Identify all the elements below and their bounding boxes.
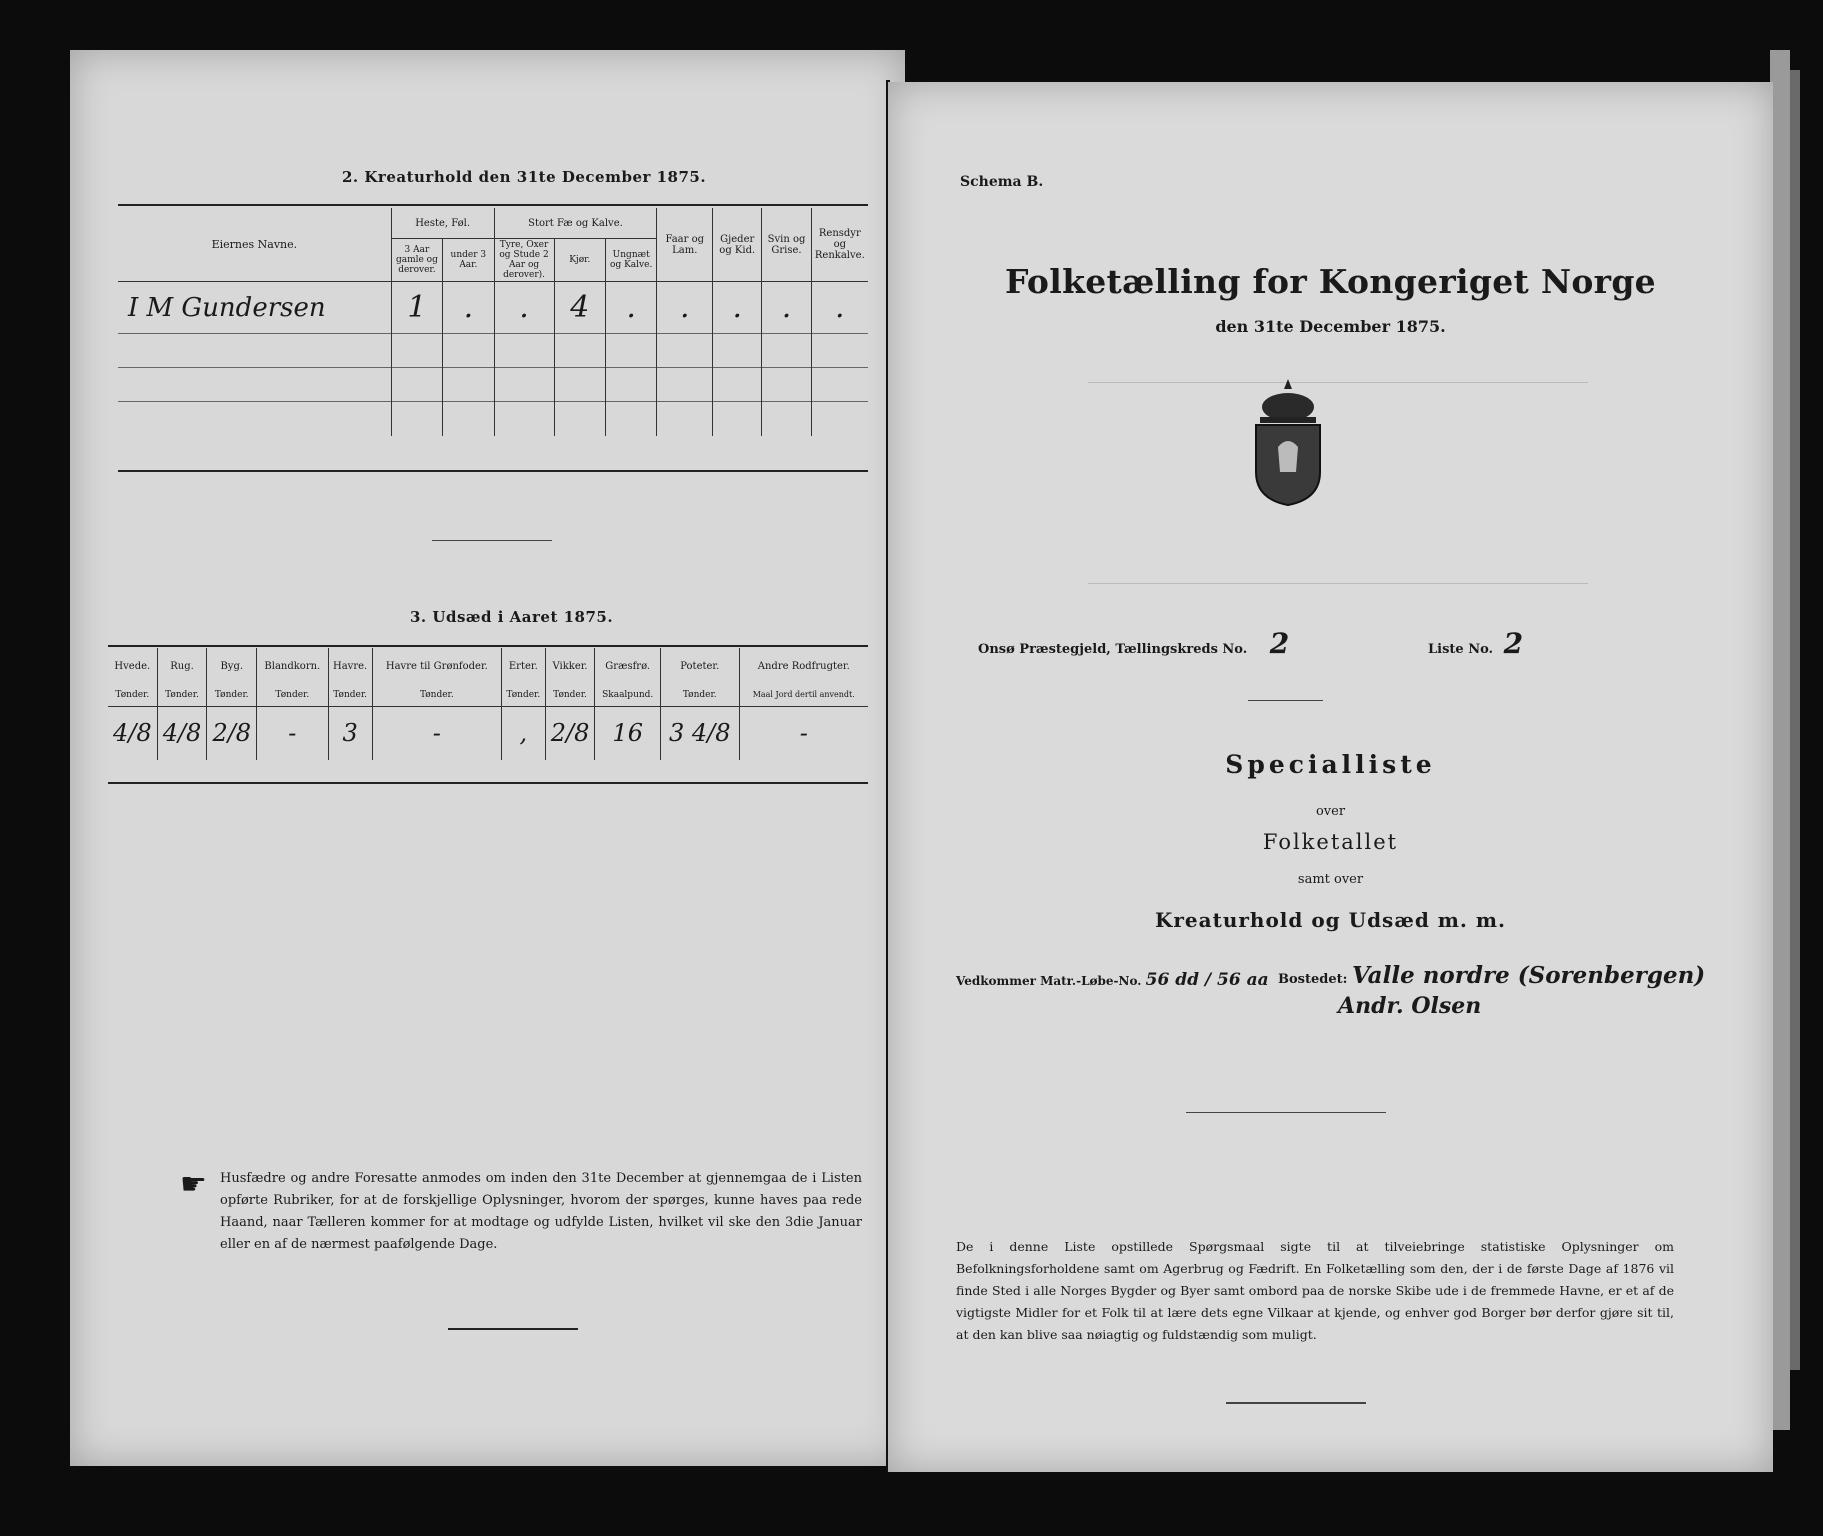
paper-stack-edge	[1770, 50, 1790, 1430]
header-horses: Heste, Føl.	[391, 208, 494, 239]
district-line	[978, 627, 1289, 660]
seed-top-rule	[108, 645, 868, 647]
header-cattle: Stort Fæ og Kalve.	[494, 208, 657, 239]
seed-v-mixed: -	[257, 706, 328, 760]
seed-unit: Tønder.	[545, 684, 595, 706]
divider	[1248, 700, 1323, 701]
cell-goats: .	[713, 282, 762, 334]
seed-h-oats: Havre.	[328, 648, 372, 684]
livestock-table	[118, 208, 868, 436]
seed-v-roots: -	[739, 706, 868, 760]
parish-label: Onsø Præstegjeld, Tællingskreds No.	[978, 642, 1248, 657]
bosted-value: Valle nordre (Sorenbergen)	[1351, 962, 1706, 989]
cell-horse-adult: 1	[391, 282, 442, 334]
livestock-top-rule	[118, 204, 868, 206]
divider	[432, 540, 552, 541]
livestock-bottom-rule	[118, 470, 868, 472]
seed-v-vetch: 2/8	[545, 706, 595, 760]
header-reindeer: Rensdyr og Renkalve.	[811, 208, 868, 282]
seed-unit: Tønder.	[157, 684, 207, 706]
seed-unit: Tønder.	[115, 689, 150, 700]
seed-bottom-rule	[108, 782, 868, 784]
seed-v-wheat: 4/8	[113, 719, 152, 748]
paper-stack-edge-2	[1790, 70, 1800, 1370]
folketallet-heading: Folketallet	[1262, 830, 1399, 854]
owner-header: Eiernes Navne.	[211, 238, 298, 251]
divider	[1226, 1402, 1366, 1404]
seed-v-rye: 4/8	[157, 706, 207, 760]
cell-bulls: .	[494, 282, 554, 334]
sub-bulls: Tyre, Oxer og Stude 2 Aar og derover).	[494, 239, 554, 282]
seed-h-roots: Andre Rodfrugter.	[739, 648, 868, 684]
pointing-hand-icon: ☛	[180, 1167, 207, 1202]
seed-v-oats: 3	[328, 706, 372, 760]
seed-unit: Tønder.	[257, 684, 328, 706]
census-date: den 31te December 1875.	[1215, 317, 1446, 336]
bleed-through	[1088, 382, 1588, 584]
schema-label: Schema B.	[960, 174, 1044, 190]
census-title: Folketælling for Kongeriget Norge	[1005, 262, 1656, 301]
cell-cows: 4	[554, 282, 605, 334]
over-text: over	[1315, 804, 1346, 819]
notice-text: Husfædre og andre Foresatte anmodes om inden den 31te December at gjennemgaa de i Listen opførte Rubriker, for at de forskjellige Oplysninger, hvorom der spørges, kunne haves paa rede Haand, naar Tælleren kommer for at modtage og udfylde Listen, hvilket vil ske den 3die Januar eller en af de nærmest paafølgende Dage.	[220, 1171, 862, 1252]
seed-h-potatoes: Poteter.	[660, 648, 739, 684]
seed-table	[108, 648, 868, 760]
bosted-label: Bostedet:	[1278, 972, 1348, 987]
seed-v-barley: 2/8	[207, 706, 257, 760]
seed-v-peas: ,	[501, 706, 545, 760]
specialliste-heading: Specialliste	[1225, 750, 1436, 779]
table-row	[108, 706, 868, 760]
list-label: Liste No.	[1428, 642, 1494, 657]
cell-horse-young: .	[443, 282, 494, 334]
cell-pigs: .	[762, 282, 811, 334]
seed-h-rye: Rug.	[157, 648, 207, 684]
bosted-line	[1278, 962, 1738, 1019]
seed-title: 3. Udsæd i Aaret 1875.	[410, 608, 614, 626]
kreatur-heading: Kreaturhold og Udsæd m. m.	[1155, 908, 1506, 932]
sub-calves: Ungnæt og Kalve.	[605, 239, 656, 282]
seed-unit: Tønder.	[660, 684, 739, 706]
seed-v-potatoes: 3 4/8	[660, 706, 739, 760]
right-page	[888, 82, 1773, 1472]
seed-unit: Tønder.	[372, 684, 501, 706]
seed-h-barley: Byg.	[207, 648, 257, 684]
list-line	[1428, 627, 1523, 660]
seed-v-greenoats: -	[372, 706, 501, 760]
district-no: 2	[1269, 627, 1290, 660]
bosted-value-2: Andr. Olsen	[1338, 993, 1482, 1019]
table-row	[118, 282, 868, 334]
divider	[1186, 1112, 1386, 1113]
seed-h-grass: Græsfrø.	[595, 648, 661, 684]
matr-line	[956, 970, 1269, 990]
seed-unit: Tønder.	[328, 684, 372, 706]
header-goats: Gjeder og Kid.	[713, 208, 762, 282]
seed-unit: Maal Jord dertil anvendt.	[739, 684, 868, 706]
header-sheep: Faar og Lam.	[657, 208, 713, 282]
matr-label: Vedkommer Matr.-Løbe-No.	[956, 974, 1142, 988]
seed-h-peas: Erter.	[501, 648, 545, 684]
seed-h-vetch: Vikker.	[545, 648, 595, 684]
notice-bottom-rule	[448, 1328, 578, 1330]
seed-unit: Skaalpund.	[595, 684, 661, 706]
intro-text: De i denne Liste opstillede Spørgsmaal sigte til at tilveiebringe statistiske Oplysninger om Befolkningsforholdene samt om Agerbrug og Fædrift. En Folketælling som den, der i de første Dage af 1876 vil finde Sted i alle Norges Bygder og Byer samt ombord paa de norske Skibe ude i de fremmede Havne, er et af de vigtigste Midler for et Folk til at lære dets egne Vilkaar at kjende, og enhver god Borger bør derfor gjøre sit til, at den kan blive saa nøiagtig og fuldstændig som muligt.	[956, 1239, 1674, 1342]
seed-v-grass: 16	[595, 706, 661, 760]
matr-value: 56 dd / 56 aa	[1145, 970, 1269, 990]
cell-reindeer: .	[811, 282, 868, 334]
seed-h-greenoats: Havre til Grønfoder.	[372, 648, 501, 684]
sub-horse-young: under 3 Aar.	[443, 239, 494, 282]
left-page	[70, 50, 905, 1466]
samt-over-text: samt over	[1297, 872, 1364, 887]
livestock-title: 2. Kreaturhold den 31te December 1875.	[342, 168, 707, 186]
owner-name: I M Gundersen	[128, 292, 326, 323]
seed-h-wheat: Hvede.	[114, 660, 151, 672]
header-pigs: Svin og Grise.	[762, 208, 811, 282]
sub-horse-adult: 3 Aar gamle og derover.	[391, 239, 442, 282]
seed-unit: Tønder.	[207, 684, 257, 706]
seed-h-mixed: Blandkorn.	[257, 648, 328, 684]
sub-cows: Kjør.	[554, 239, 605, 282]
seed-unit: Tønder.	[501, 684, 545, 706]
cell-sheep: .	[657, 282, 713, 334]
list-no: 2	[1503, 627, 1524, 660]
cell-calves: .	[605, 282, 656, 334]
coat-of-arms-icon	[1248, 377, 1328, 511]
